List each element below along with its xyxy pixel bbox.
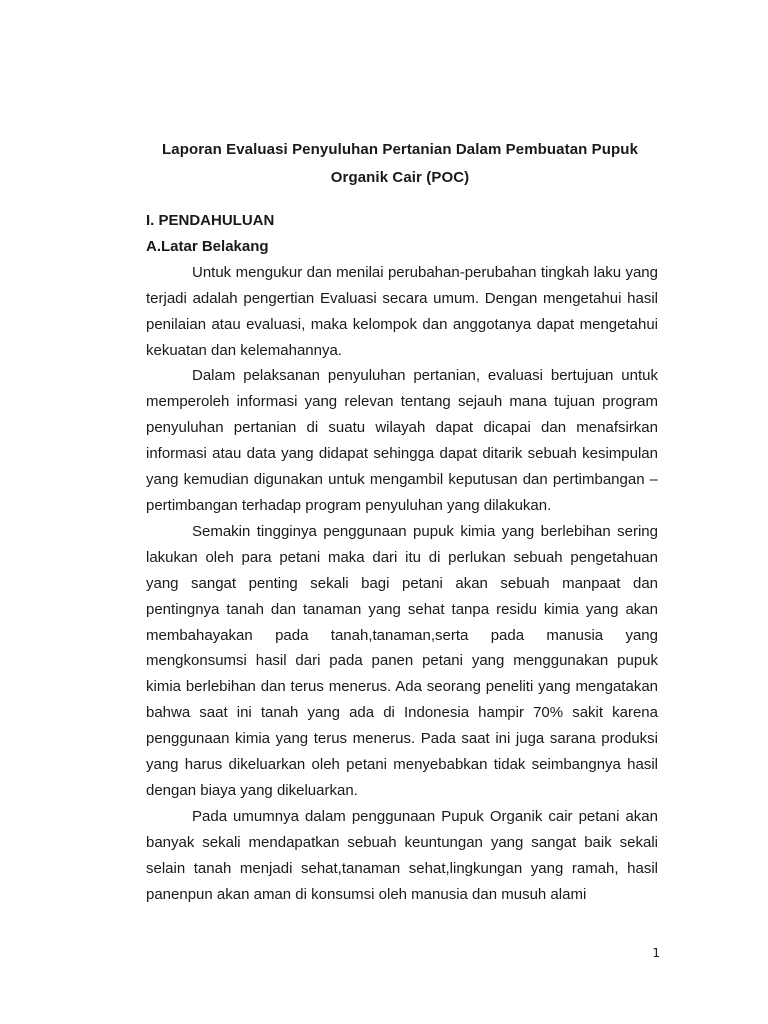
paragraph-2: Dalam pelaksanan penyuluhan pertanian, evaluasi bertujuan untuk memperoleh informasi yang relevan tentang sejauh mana tujuan program penyuluhan pertanian di suatu wilayah dapat dicapai dan menafsirkan informasi atau data yang didapat sehingga dapat ditarik sebuah kesimpulan yang kemudian digunakan untuk mengambil keputusan dan pertimbangan – pertimbangan terhadap program penyuluhan yang dilakukan. [146, 367, 658, 514]
page-number: 1 [652, 946, 660, 960]
paragraph-1: Untuk mengukur dan menilai perubahan-perubahan tingkah laku yang terjadi adalah pengertian Evaluasi secara umum. Dengan mengetahui hasil penilaian atau evaluasi, maka kelompok dan anggotanya dapat mengetahui kekuatan dan kelemahannya. [146, 263, 658, 359]
section-heading: I. PENDAHULUAN [146, 212, 275, 229]
title-line-1: Laporan Evaluasi Penyuluhan Pertanian Dalam Pembuatan Pupuk [161, 141, 639, 158]
document-body [146, 208, 658, 907]
paragraph-4: Pada umumnya dalam penggunaan Pupuk Organik cair petani akan banyak sekali mendapatkan sebuah keuntungan yang sangat baik sekali selain tanah menjadi sehat,tanaman sehat,lingkungan yang ramah, hasil panenpun akan aman di konsumsi oleh manusia dan musuh alami [146, 807, 658, 903]
document-title [120, 136, 680, 192]
title-line-2: Organik Cair (POC) [330, 169, 470, 186]
subsection-heading: A.Latar Belakang [146, 237, 269, 255]
paragraph-3: Semakin tingginya penggunaan pupuk kimia yang berlebihan sering lakukan oleh para petani maka dari itu di perlukan sebuah pengetahuan yang sangat penting sekali bagi petani akan sebuah manpaat dan pentingnya tanah dan tanaman yang sehat tanpa residu kimia yang akan membahayakan pada tanah,tanaman,serta pada manusia yang mengkonsumsi hasil dari pada panen petani yang menggunakan pupuk kimia berlebihan dan terus menerus. Ada seorang peneliti yang mengatakan bahwa saat ini tanah yang ada di Indonesia hampir 70% sakit karena penggunaan kimia yang terus menerus. Pada saat ini juga sarana produksi yang harus dikeluarkan oleh petani menyebabkan tidak seimbangnya hasil dengan biaya yang dikeluarkan. [146, 522, 658, 799]
